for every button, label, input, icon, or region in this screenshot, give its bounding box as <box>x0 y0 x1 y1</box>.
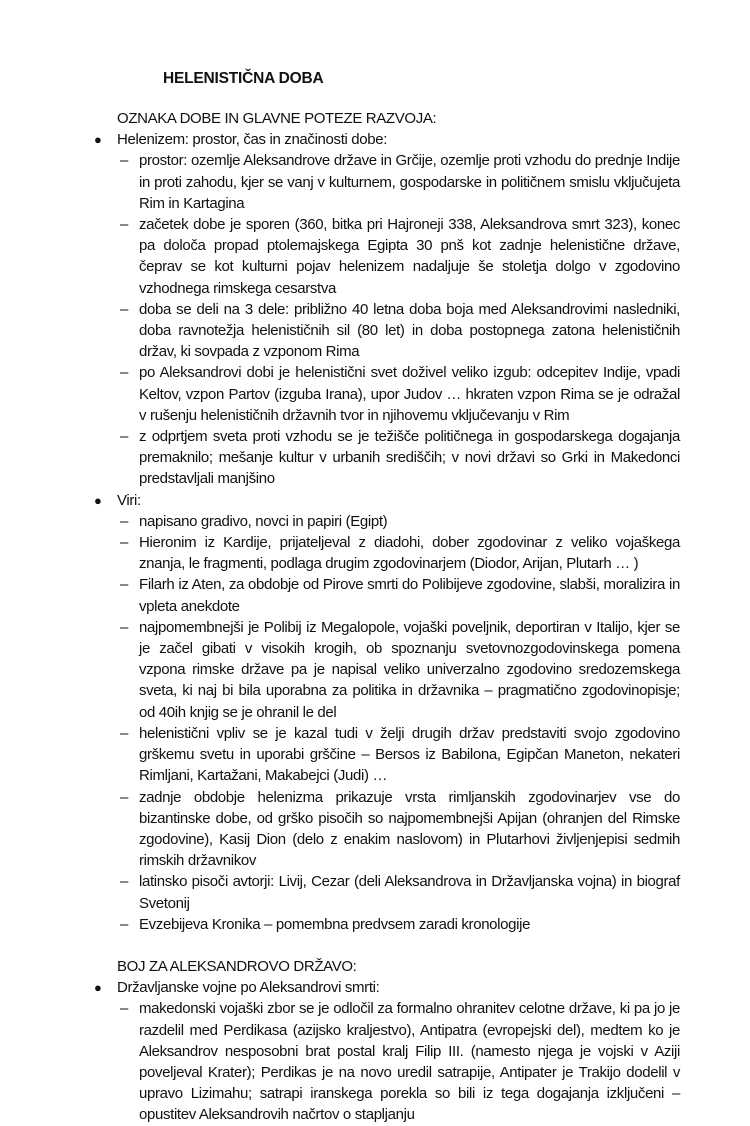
dash-icon: – <box>120 300 128 318</box>
list-item-text: zadnje obdobje helenizma prikazuje vrsta rimljanskih zgodovinarjev vse do bizantinske dobe, od grško pisočih so najpomembnejši Apijan (ohranjen del Rimske zgodovine), Kasij Dion (delo z enakim naslovom) in Plutarhovi življenjepisi sedmih rimskih državnikov <box>139 788 680 870</box>
document-title: HELENISTIČNA DOBA <box>163 70 324 87</box>
dash-icon: – <box>120 576 128 594</box>
list-item <box>90 723 680 787</box>
list-item <box>90 574 680 616</box>
list-item <box>90 914 680 935</box>
dash-icon: – <box>120 364 128 382</box>
dash-icon: – <box>120 873 128 891</box>
list-item-text: makedonski vojaški zbor se je odločil za formalno ohranitev celotne države, ki pa jo je razdelil med Perdikasa (azijsko kraljestvo), Antipatra (evropejski del), medtem ko je Aleksandrov nesposobni brat postal kralj Filip III. (namesto njega je vojski v Aziji poveljeval Krater); Perdikas je na novo uredil satrapije, Antipater je Trakijo dodelil v upravo Lizimahu; satrapi iranskega porekla so bili iz tega dogajanja izključeni – opustitev Aleksandrovih načrtov o stapljanju <box>139 1000 680 1124</box>
list-item <box>90 150 680 214</box>
list-item <box>90 787 680 872</box>
bullet-label: Državljanske vojne po Aleksandrovi smrti: <box>117 979 380 997</box>
list-item-text: z odprtjem sveta proti vzhodu se je težišče političnega in gospodarskega dogajanja premaknilo; mešanje kultur v urbanih središčih; v novi državi so Grki in Makedonci predstavljali manjšino <box>139 428 680 488</box>
bullet-icon: ● <box>94 980 102 996</box>
bullet-list <box>90 977 680 1125</box>
list-item <box>90 214 680 299</box>
list-item-text: napisano gradivo, novci in papiri (Egipt) <box>139 512 388 530</box>
list-item <box>90 617 680 723</box>
bullet-item <box>90 490 680 935</box>
bullet-label: Helenizem: prostor, čas in značinosti dobe: <box>117 131 388 149</box>
list-item-text: Hieronim iz Kardije, prijateljeval z diadohi, dober zgodovinar z veliko vojaškega znanja, le fragmenti, podlaga drugim zgodovinarjem (Diodor, Arijan, Plutarh … ) <box>139 534 680 573</box>
list-item-text: Filarh iz Aten, za obdobje od Pirove smrti do Polibijeve zgodovine, slabši, moralizira in vpleta anekdote <box>139 576 680 615</box>
list-item <box>90 426 680 490</box>
dash-icon: – <box>120 534 128 552</box>
bullet-icon: ● <box>94 492 102 508</box>
dash-list <box>117 998 680 1125</box>
list-item-text: po Aleksandrovi dobi je helenistični svet doživel veliko izgub: odcepitev Indije, vpadi Keltov, vzpon Partov (izguba Irana), upor Judov … hkraten vzpon Rima se je odražal v rušenju helenističnih državnih tvor in njihovemu vključevanju v Rim <box>139 364 680 424</box>
list-item <box>90 362 680 426</box>
list-item <box>90 998 680 1125</box>
bullet-item <box>90 129 680 489</box>
bullet-label: Viri: <box>117 491 141 509</box>
dash-icon: – <box>120 216 128 234</box>
dash-icon: – <box>120 915 128 933</box>
section-heading: OZNAKA DOBE IN GLAVNE POTEZE RAZVOJA: <box>117 110 437 127</box>
dash-icon: – <box>120 788 128 806</box>
section-heading: BOJ ZA ALEKSANDROVO DRŽAVO: <box>117 957 357 975</box>
dash-list <box>117 511 680 935</box>
list-item-text: Evzebijeva Kronika – pomembna predvsem zaradi kronologije <box>139 915 531 933</box>
dash-icon: – <box>120 1000 128 1018</box>
bullet-icon: ● <box>94 132 102 148</box>
list-item-text: doba se deli na 3 dele: približno 40 letna doba boja med Aleksandrovimi nasledniki, doba ravnotežja helenističnih sil (80 let) in doba postopnega zatona helenističnih držav, ki sovpada z vzponom Rima <box>139 300 680 361</box>
list-item <box>90 511 680 532</box>
dash-icon: – <box>120 618 128 636</box>
dash-icon: – <box>120 152 128 170</box>
list-item <box>90 532 680 574</box>
list-item <box>90 299 680 363</box>
dash-icon: – <box>120 724 128 742</box>
list-item-text: latinsko pisoči avtorji: Livij, Cezar (deli Aleksandrova in Državljanska vojna) in biograf Svetonij <box>139 873 680 912</box>
dash-icon: – <box>120 428 128 446</box>
bullet-list <box>90 129 680 935</box>
list-item-text: najpomembnejši je Polibij iz Megalopole, vojaški poveljnik, deportiran v Italijo, kjer se je začel gibati v visokih krogih, ob spoznanju svetovnozgodovinskega pomena vzpona rimske države pa je napisal veliko univerzalno zgodovino sredozemskega sveta, ki naj bi bila uporabna za politika in državnika – pragmatično zgodovinopisje; od 40ih knjig se je ohranil le del <box>139 618 680 721</box>
list-item-text: začetek dobe je sporen (360, bitka pri Hajroneji 338, Aleksandrova smrt 323), konec pa določa propad ptolemajskega Egipta 30 pnš kot zadnje helenistične države, čeprav se kot kulturni pojav helenizem nadaljuje še stoletja dolgo v zgodovino vzhodnega rimskega cesarstva <box>139 216 680 297</box>
section-spacer <box>90 935 680 956</box>
list-item-text: prostor: ozemlje Aleksandrove države in Grčije, ozemlje proti vzhodu do prednje Indije in proti zahodu, kjer se vanj v kulturnem, gospodarske in političnem smislu vključujeta Rim in Kartagina <box>139 152 680 212</box>
document-body <box>90 108 680 1126</box>
dash-list <box>117 150 680 489</box>
bullet-item <box>90 977 680 1125</box>
list-item <box>90 871 680 913</box>
dash-icon: – <box>120 512 128 530</box>
list-item-text: helenistični vpliv se je kazal tudi v želji drugih držav predstaviti svojo zgodovino grškemu svetu in uporabi grščine – Bersos iz Babilona, Egipčan Maneton, nekateri Rimljani, Kartažani, Makabejci (Judi) … <box>139 724 680 785</box>
